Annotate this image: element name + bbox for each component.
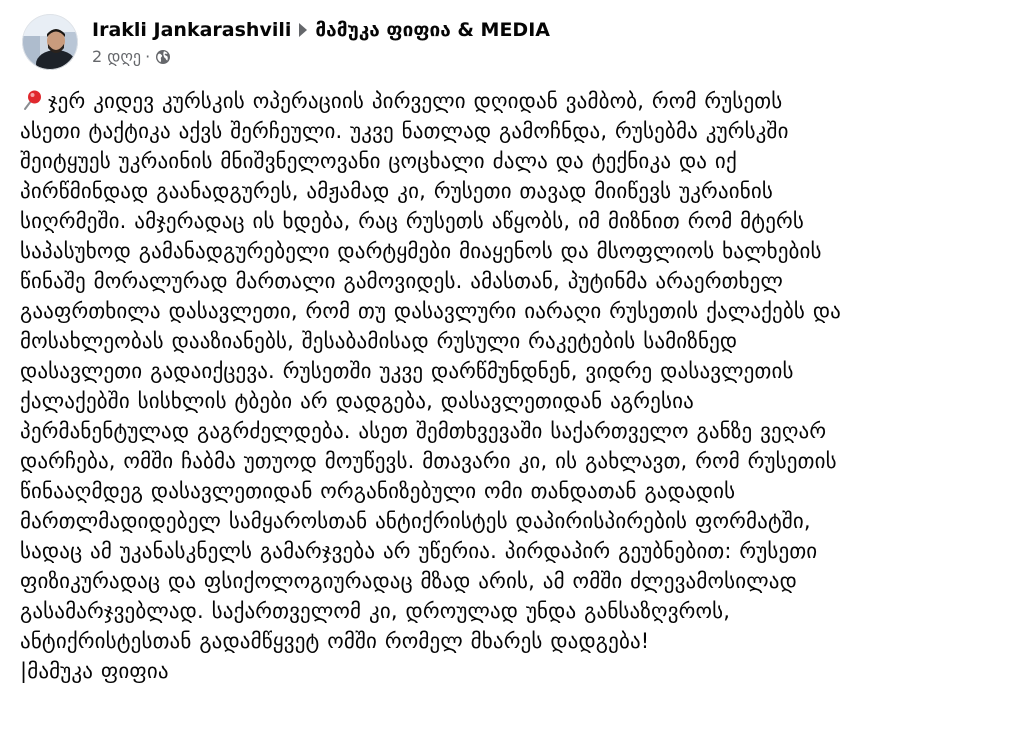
header-text	[92, 14, 550, 68]
post-signature: |მამუკა ფიფია	[20, 659, 169, 683]
post-timestamp-link[interactable]: 2 დღე	[92, 47, 142, 66]
author-avatar[interactable]	[22, 14, 78, 70]
group-name-link[interactable]: მამუკა ფიფია & MEDIA	[315, 19, 550, 41]
meta-separator: ·	[145, 47, 151, 66]
post-text: ჯერ კიდევ კურსკის ოპერაციის პირველი დღიდან ვამბობ, რომ რუსეთს ასეთი ტაქტიკა აქვს შერჩეული. უკვე ნათლად გამოჩნდა, რუსებმა კურსკში შეიტყუეს უკრაინის მნიშვნელოვანი ცოცხალი ძალა და ტექნიკა და იქ პირწმინდად გაანადგურეს, ამჟამად კი, რუსეთი თავად მიიწევს უკრაინის სიღრმეში. ამჯერადაც ის ხდება, რაც რუსეთს აწყობს, იმ მიზნით რომ მტერს საპასუხოდ გამანადგურებელი დარტყმები მიაყენოს და მსოფლიოს ხალხების წინაშე მორალურად მართალი გამოვიდეს. ამასთან, პუტინმა არაერთხელ გააფრთხილა დასავლეთი, რომ თუ დასავლური იარაღი რუსეთის ქალაქებს და მოსახლეობას დააზიანებს, შესაბამისად რუსული რაკეტების სამიზნედ დასავლეთი გადაიქცევა. რუსეთში უკვე დარწმუნდნენ, ვიდრე დასავლეთის ქალაქებში სისხლის ტბები არ დადგება, დასავლეთიდან აგრესია პერმანენტულად გაგრძელდება. ასეთ შემთხვევაში საქართველო განზე ვეღარ დარჩება, ომში ჩაბმა უთუოდ მოუწევს. მთავარი კი, ის გახლავთ, რომ რუსეთის წინააღმდეგ დასავლეთიდან ორგანიზებული ომი თანდათან გადადის მართლმადიდებელ სამყაროსთან ანტიქრისტეს დაპირისპირების ფორმატში, სადაც ამ უკანასკნელს გამარჯვება არ უწერია. პირდაპირ გეუბნებით: რუსეთი ფიზიკურადაც და ფსიქოლოგიურადაც მზად არის, ამ ომში ძლევამოსილად გასამარჯვებლად. საქართველომ კი, დროულად უნდა განსაზღვროს, ანტიქრისტესთან გადამწყვეტ ომში რომელ მხარეს დადგება!	[20, 89, 841, 653]
round-pushpin-icon	[20, 88, 44, 112]
shared-to-arrow-icon	[299, 23, 307, 37]
globe-icon[interactable]	[155, 49, 171, 65]
avatar-photo	[22, 14, 78, 70]
title-line	[92, 17, 550, 43]
post-body	[20, 86, 1010, 686]
post-meta	[92, 46, 550, 68]
author-name-link[interactable]: Irakli Jankarashvili	[92, 19, 292, 41]
post-header	[22, 14, 550, 72]
